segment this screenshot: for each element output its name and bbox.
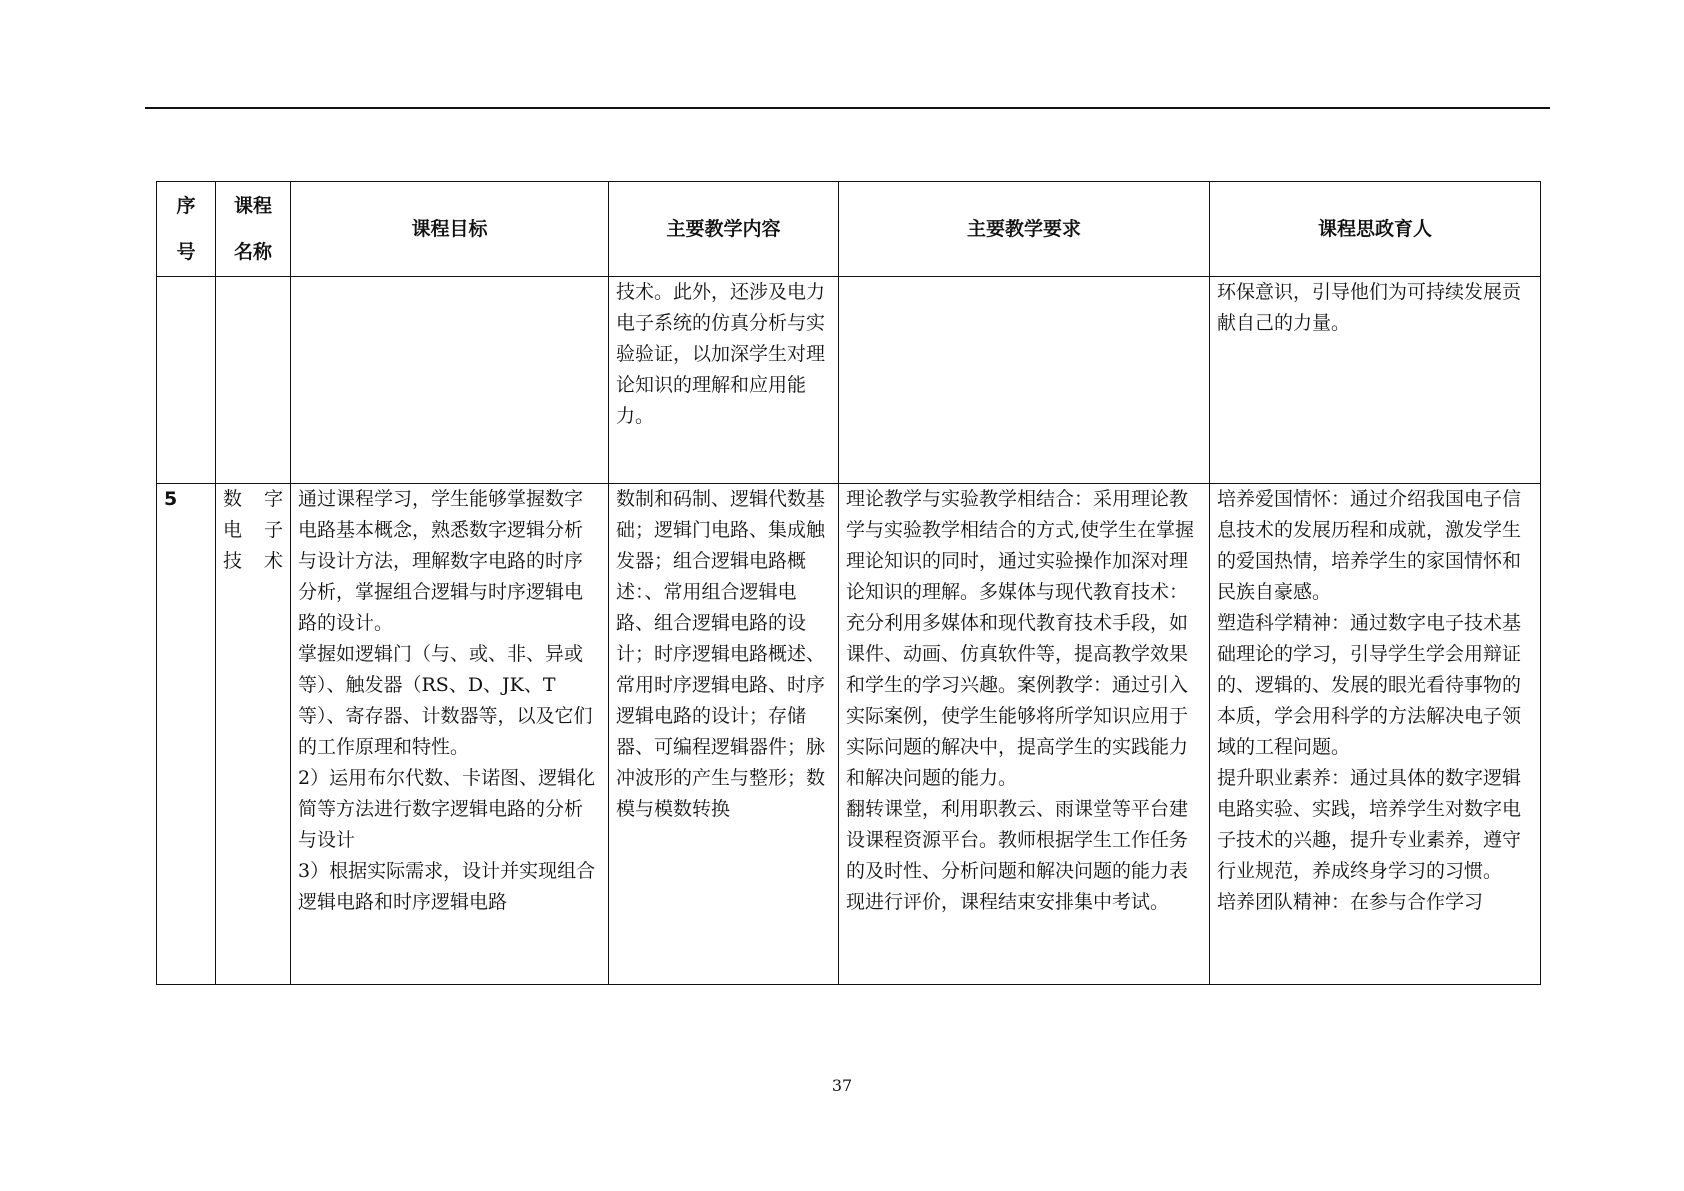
goal-paragraph-4: 3）根据实际需求，设计并实现组合逻辑电路和时序逻辑电路 — [298, 860, 596, 913]
requirement-paragraph-1: 理论教学与实验教学相结合：采用理论教学与实验教学相结合的方式,使学生在掌握理论知识的同时，通过实验操作加深对理论知识的理解。多媒体与现代教育技术：充分利用多媒体和现代教育技术手段，如课件、动画、仿真软件等，提高教学效果和学生的学习兴趣。案例教学：通过引入实际案例，使学生能够将所学知识应用于实际问题的解决中，提高学生的实践能力和解决问题的能力。 — [846, 488, 1195, 789]
cell-requirement-empty — [839, 277, 1210, 484]
ideology-paragraph-4: 培养团队精神：在参与合作学习 — [1217, 891, 1484, 913]
table-header-row — [157, 182, 1541, 277]
cell-ideology-education — [1210, 484, 1541, 985]
course-name-line-1: 数字 — [223, 488, 283, 510]
table-row-5 — [157, 484, 1541, 985]
header-seq — [157, 182, 216, 277]
requirement-paragraph-2: 翻转课堂，利用职教云、雨课堂等平台建设课程资源平台。教师根据学生工作任务的及时性、分析问题和解决问题的能力表现进行评价，课程结束安排集中考试。 — [846, 798, 1189, 913]
header-name-line-2: 名称 — [233, 241, 272, 263]
header-ideology-education: 课程思政育人 — [1210, 182, 1541, 277]
cell-course-name — [216, 484, 291, 985]
cell-name-empty — [216, 277, 291, 484]
ideology-paragraph-3: 提升职业素养：通过具体的数字逻辑电路实验、实践，培养学生对数字电子技术的兴趣，提升专业素养，遵守行业规范，养成终身学习的习惯。 — [1217, 767, 1522, 882]
cell-teaching-requirement — [839, 484, 1210, 985]
course-name-line-3: 技术 — [223, 550, 283, 572]
cell-goal-empty — [291, 277, 609, 484]
header-course-name — [216, 182, 291, 277]
course-table — [156, 181, 1541, 985]
header-name-line-1: 课程 — [233, 195, 272, 217]
table-row-continued — [157, 277, 1541, 484]
goal-paragraph-2: 掌握如逻辑门（与、或、非、异或等）、触发器（RS、D、JK、T等）、寄存器、计数器等，以及它们的工作原理和特性。 — [298, 643, 593, 758]
course-name-line-2: 电子 — [223, 519, 283, 541]
page-number: 37 — [831, 1076, 853, 1095]
cell-ideology-continued: 环保意识，引导他们为可持续发展贡献自己的力量。 — [1210, 277, 1541, 484]
cell-seq-empty — [157, 277, 216, 484]
goal-paragraph-3: 2）运用布尔代数、卡诺图、逻辑化简等方法进行数字逻辑电路的分析与设计 — [298, 767, 596, 851]
header-rule — [145, 107, 1550, 109]
goal-paragraph-1: 通过课程学习，学生能够掌握数字电路基本概念，熟悉数字逻辑分析与设计方法，理解数字电路的时序分析，掌握组合逻辑与时序逻辑电路的设计。 — [298, 488, 584, 634]
header-teaching-content: 主要教学内容 — [609, 182, 839, 277]
header-teaching-requirement: 主要教学要求 — [839, 182, 1210, 277]
header-seq-line-1: 序 — [176, 195, 196, 217]
cell-course-goal — [291, 484, 609, 985]
header-seq-line-2: 号 — [176, 241, 196, 263]
ideology-paragraph-2: 塑造科学精神：通过数字电子技术基础理论的学习，引导学生学会用辩证的、逻辑的、发展的眼光看待事物的本质，学会用科学的方法解决电子领域的工程问题。 — [1217, 612, 1522, 758]
header-course-goal: 课程目标 — [291, 182, 609, 277]
ideology-paragraph-1: 培养爱国情怀：通过介绍我国电子信息技术的发展历程和成就，激发学生的爱国热情，培养学生的家国情怀和民族自豪感。 — [1217, 488, 1522, 603]
cell-content-continued: 技术。此外，还涉及电力电子系统的仿真分析与实验验证，以加深学生对理论知识的理解和应用能力。 — [609, 277, 839, 484]
cell-teaching-content: 数制和码制、逻辑代数基础；逻辑门电路、集成触发器；组合逻辑电路概述：、常用组合逻辑电路、组合逻辑电路的设计；时序逻辑电路概述、常用时序逻辑电路、时序逻辑电路的设计；存储器、可编程逻辑器件；脉冲波形的产生与整形；数模与模数转换 — [609, 484, 839, 985]
cell-seq: 5 — [157, 484, 216, 985]
